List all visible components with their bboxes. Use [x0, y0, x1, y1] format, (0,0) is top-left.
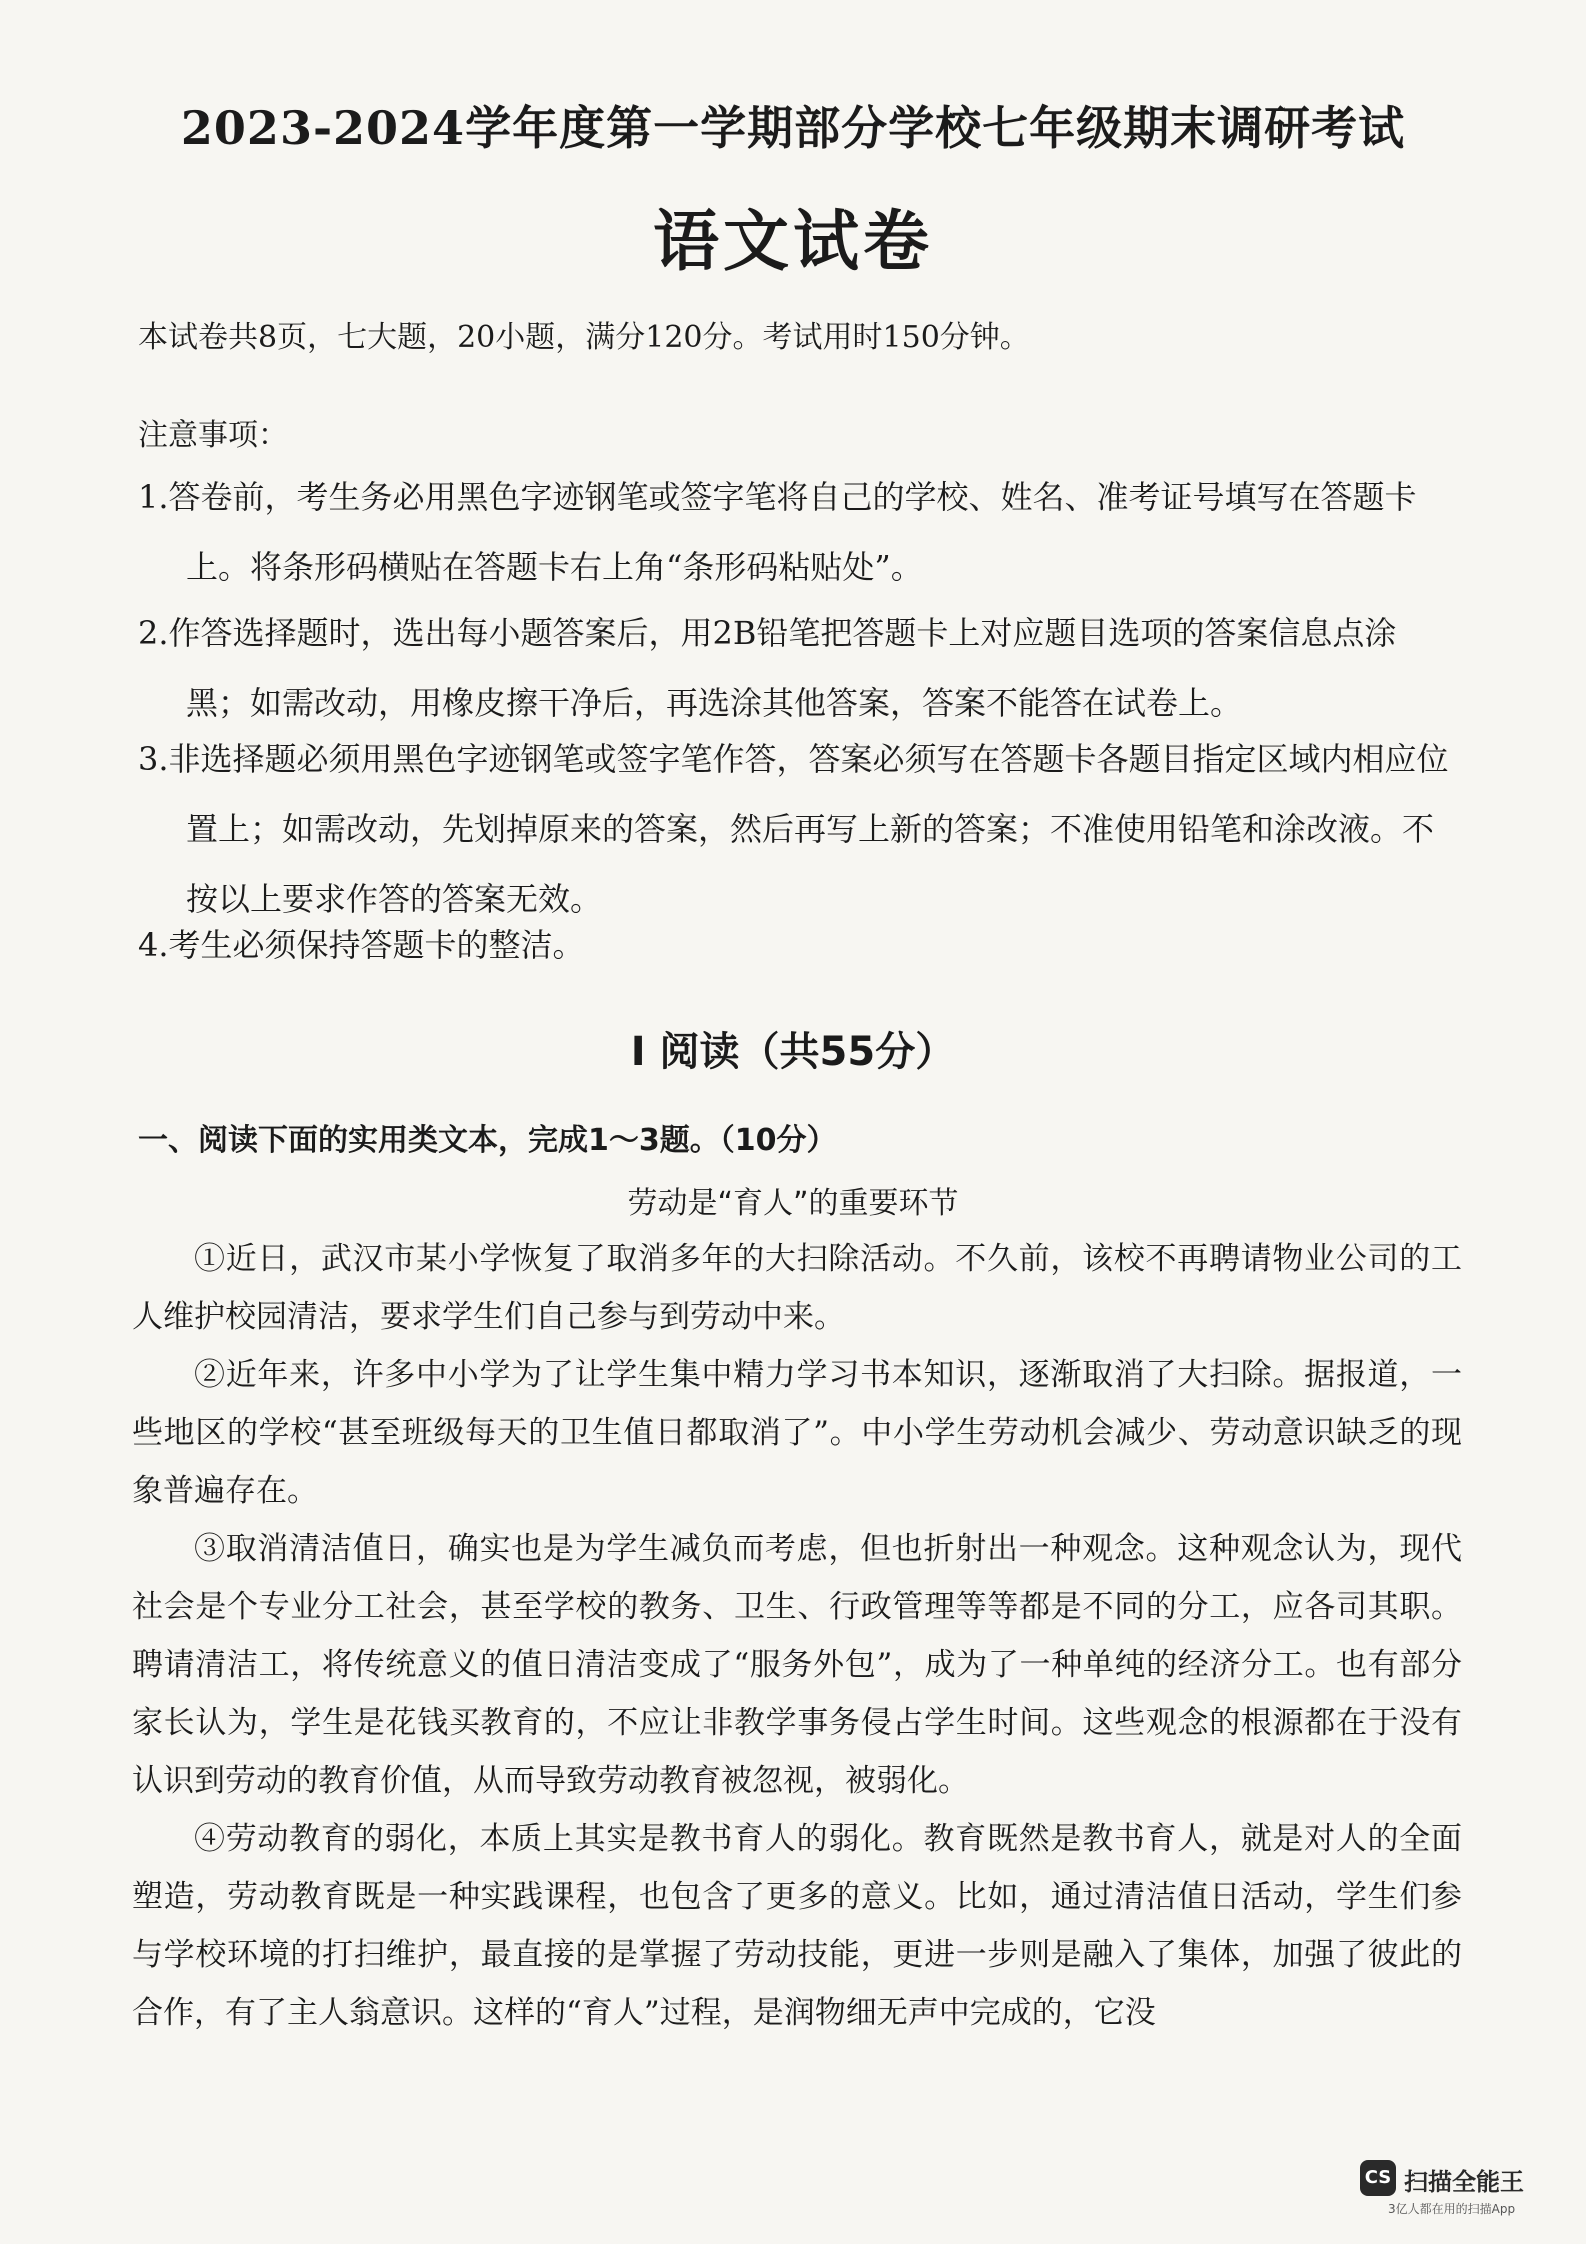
note-item: 2.作答选择题时，选出每小题答案后，用2B铅笔把答题卡上对应题目选项的答案信息点涂黑；如需改动，用橡皮擦干净后，再选涂其他答案，答案不能答在试卷上。: [138, 614, 1397, 722]
note-item: 1.答卷前，考生务必用黑色字迹钢笔或签字笔将自己的学校、姓名、准考证号填写在答题卡上。将条形码横贴在答题卡右上角“条形码粘贴处”。: [138, 478, 1417, 586]
note-item: 3.非选择题必须用黑色字迹钢笔或签字笔作答，答案必须写在答题卡各题目指定区域内相应位置上；如需改动，先划掉原来的答案，然后再写上新的答案；不准使用铅笔和涂改液。不按以上要求作答的答案无效。: [138, 740, 1449, 918]
exam-intro: 本试卷共8页，七大题，20小题，满分120分。考试用时150分钟。: [138, 320, 1030, 355]
scanner-tagline: 3亿人都在用的扫描App: [1388, 2202, 1516, 2216]
question-heading: 一、阅读下面的实用类文本，完成1～3题。（10分）: [138, 1123, 837, 1158]
exam-title: 2023-2024学年度第一学期部分学校七年级期末调研考试: [180, 101, 1406, 155]
article-paragraph: ②近年来，许多中小学为了让学生集中精力学习书本知识，逐渐取消了大扫除。据报道，一些地区的学校“甚至班级每天的卫生值日都取消了”。中小学生劳动机会减少、劳动意识缺乏的现象普遍存在。: [132, 1357, 1462, 1509]
subject-title: 语文试卷: [653, 202, 933, 280]
notes-heading: 注意事项：: [138, 418, 288, 453]
scanner-app-name: 扫描全能王: [1404, 2168, 1524, 2196]
article-title: 劳动是“育人”的重要环节: [627, 1186, 959, 1221]
article-body: [132, 1230, 1462, 2042]
section-heading: Ⅰ 阅读（共55分）: [630, 1029, 956, 1075]
article-paragraph: ④劳动教育的弱化，本质上其实是教书育人的弱化。教育既然是教书育人，就是对人的全面塑造，劳动教育既是一种实践课程，也包含了更多的意义。比如，通过清洁值日活动，学生们参与学校环境的打扫维护，最直接的是掌握了劳动技能，更进一步则是融入了集体，加强了彼此的合作，有了主人翁意识。这样的“育人”过程，是润物细无声中完成的，它没: [132, 1821, 1462, 2031]
scanner-watermark: [1360, 2158, 1560, 2218]
scanner-logo-icon: CS: [1360, 2160, 1396, 2196]
article-paragraph: ③取消清洁值日，确实也是为学生减负而考虑，但也折射出一种观念。这种观念认为，现代社会是个专业分工社会，甚至学校的教务、卫生、行政管理等等都是不同的分工，应各司其职。聘请清洁工，将传统意义的值日清洁变成了“服务外包”，成为了一种单纯的经济分工。也有部分家长认为，学生是花钱买教育的，不应让非教学事务侵占学生时间。这些观念的根源都在于没有认识到劳动的教育价值，从而导致劳动教育被忽视，被弱化。: [132, 1531, 1462, 1799]
article-paragraph: ①近日，武汉市某小学恢复了取消多年的大扫除活动。不久前，该校不再聘请物业公司的工人维护校园清洁，要求学生们自己参与到劳动中来。: [132, 1241, 1462, 1335]
note-item: 4.考生必须保持答题卡的整洁。: [138, 926, 585, 964]
